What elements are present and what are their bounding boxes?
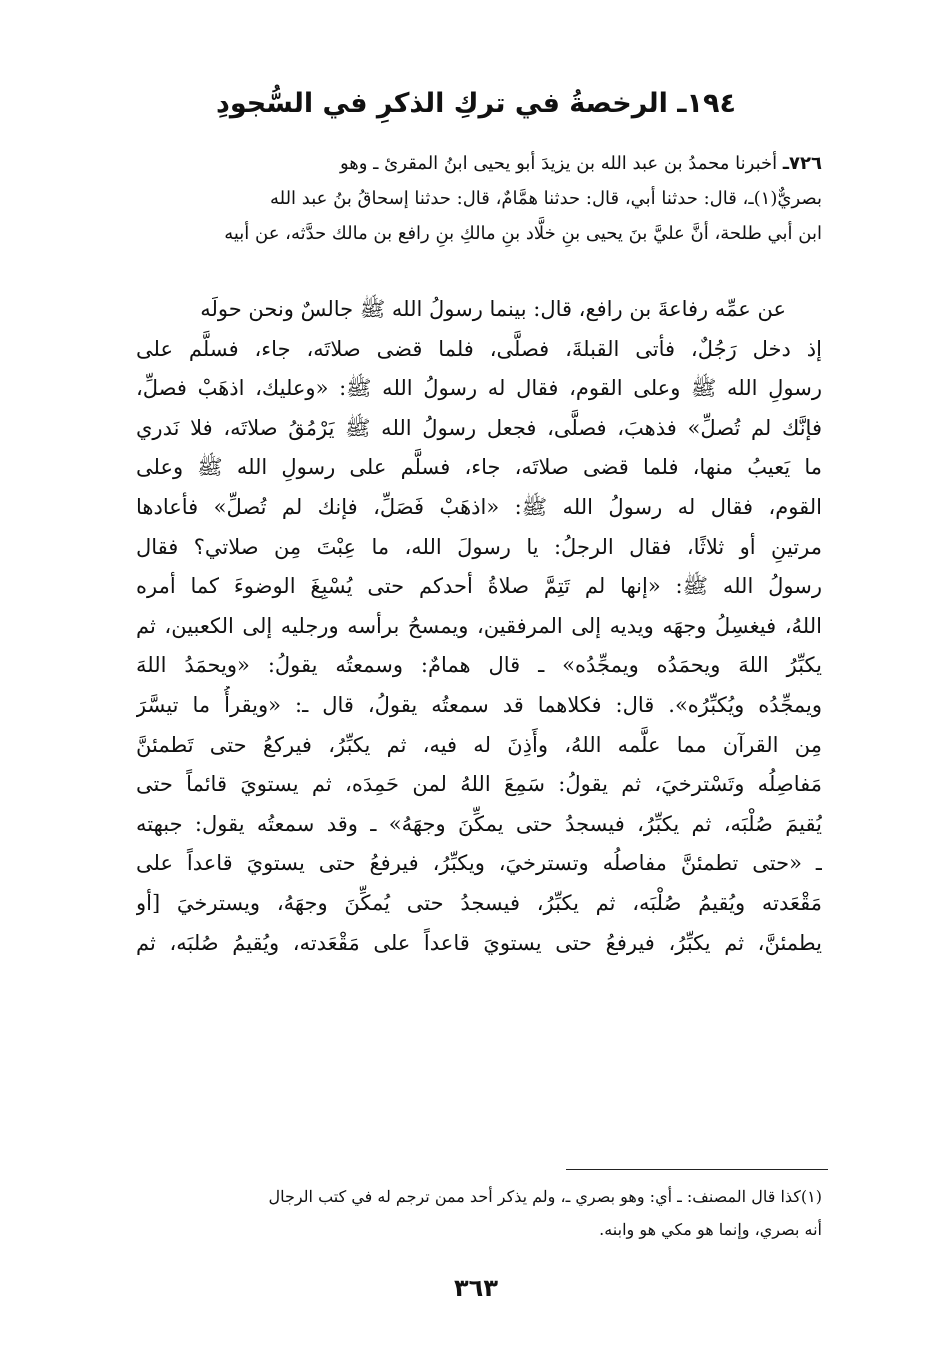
- matn-line: مَقْعَدته ويُقيمُ صُلْبَه، ثم يكبِّرُ، فيسجدُ حتى يُمكِّنَ وجهَهُ، ويسترخيَ [أو: [136, 890, 822, 915]
- matn-line: مَفاصِلُه وتَسْترخيَ، ثم يقولُ: سَمِعَ اللهُ لمن حَمِدَه، ثم يستويَ قائماً حتى: [136, 772, 822, 797]
- footnote-line: أنه بصري، وإنما هو مكي هو وابنه.: [599, 1220, 822, 1239]
- footnote-divider: [566, 1169, 828, 1170]
- matn-line: فإنَّك لم تُصلِّ» فذهبَ، فصلَّى، فجعل رسولُ الله ﷺ يَرْمُقُ صلاتَه، فلا نَدري: [136, 415, 822, 440]
- matn-line: يطمئنَّ، ثم يكبِّرُ، فيرفعُ حتى يستويَ قاعداً على مَقْعَدته، ويُقيمُ صُلبَه، ثم: [136, 930, 822, 955]
- isnad-block: [136, 146, 822, 251]
- matn-line: مِن القرآن مما علَّمه اللهُ، وأَذِنَ له فيه، ثم يكبِّرُ، فيركعُ حتى تَطمئنَّ: [136, 732, 822, 757]
- matn-line: مرتينِ أو ثلاثًا، فقال الرجلُ: يا رسولَ الله، ما عِبْتَ مِن صلاتي؟ فقال: [136, 534, 822, 559]
- matn-line: إذ دخل رَجُلٌ، فأتى القبلةَ، فصلَّى، فلما قضى صلاتَه، جاء، فسلَّم على: [136, 336, 822, 361]
- matn-line: القوم، فقال له رسولُ الله ﷺ: «اذهَبْ فَصَلِّ، فإنك لم تُصلِّ» فأعادها: [136, 494, 822, 519]
- isnad-line: بصريٌّ(١)ـ، قال: حدثنا أبي، قال: حدثنا همَّامٌ، قال: حدثنا إسحاقُ بنُ عبد الله: [269, 188, 822, 209]
- isnad-line: ابن أبي طلحة، أنَّ عليَّ بنَ يحيى بنِ خلَّاد بنِ مالكِ بنِ رافع بن مالك حدَّثه، عن أبيه: [224, 223, 822, 244]
- isnad-line-text: أخبرنا محمدُ بن عبد الله بن يزيدَ أبو يحيى ابنُ المقرئ ـ وهو: [339, 153, 778, 174]
- isnad-line: [136, 146, 822, 181]
- hadith-number: ٧٢٦ـ: [782, 153, 822, 174]
- matn-line: يُقيمَ صُلْبَه، ثم يكبِّرُ، فيسجدُ حتى يمكِّنَ وجهَهُ» ـ وقد سمعتُه يقول: جبهته: [136, 811, 822, 836]
- matn-line: ـ «حتى تطمئنَّ مفاصلُه وتسترخيَ، ويكبِّرُ، فيرفعُ حتى يستويَ قاعداً على: [136, 851, 822, 876]
- page-number: ٣٦٣: [454, 1274, 498, 1302]
- footnote-line: (١)كذا قال المصنف: ـ أي: وهو بصري ـ، ولم يذكر أحد ممن ترجم له في كتب الرجال: [268, 1187, 822, 1206]
- matn-line: عن عمِّه رفاعةَ بن رافع، قال: بينما رسولُ الله ﷺ جالسٌ ونحن حولَه: [200, 297, 786, 321]
- matn-line: يكبِّرُ اللهَ ويحمَدُه ويمجِّدُه» ـ قال همامٌ: وسمعتُه يقولُ: «ويحمَدُ اللهَ: [136, 653, 822, 678]
- footnotes: [136, 1180, 822, 1246]
- matn-line: رسولِ الله ﷺ وعلى القوم، فقال له رسولُ الله ﷺ: «وعليك، اذهَبْ فصلِّ،: [136, 376, 822, 401]
- chapter-heading: ١٩٤ـ الرخصةُ في تركِ الذكرِ في السُّجودِ: [216, 88, 736, 119]
- matn-line: ويمجِّدُه ويُكبِّرُه». قال: فكلاهما قد سمعتُه يقولُ، قال ـ: «ويقرأُ ما تيسَّرَ: [136, 692, 822, 717]
- matn-block: [136, 290, 822, 963]
- matn-line: رسولُ الله ﷺ: «إنها لم تَتِمَّ صلاةُ أحدكم حتى يُسْبِغَ الوضوءَ كما أمره: [136, 574, 822, 599]
- matn-line: اللهُ، فيغسِلُ وجهَه ويديه إلى المرفقين، ويمسحُ برأسه ورجليه إلى الكعبين، ثم: [136, 613, 822, 638]
- matn-line: ما يَعيبُ منها، فلما قضى صلاتَه، جاء، فسلَّم على رسولِ الله ﷺ وعلى: [136, 455, 822, 480]
